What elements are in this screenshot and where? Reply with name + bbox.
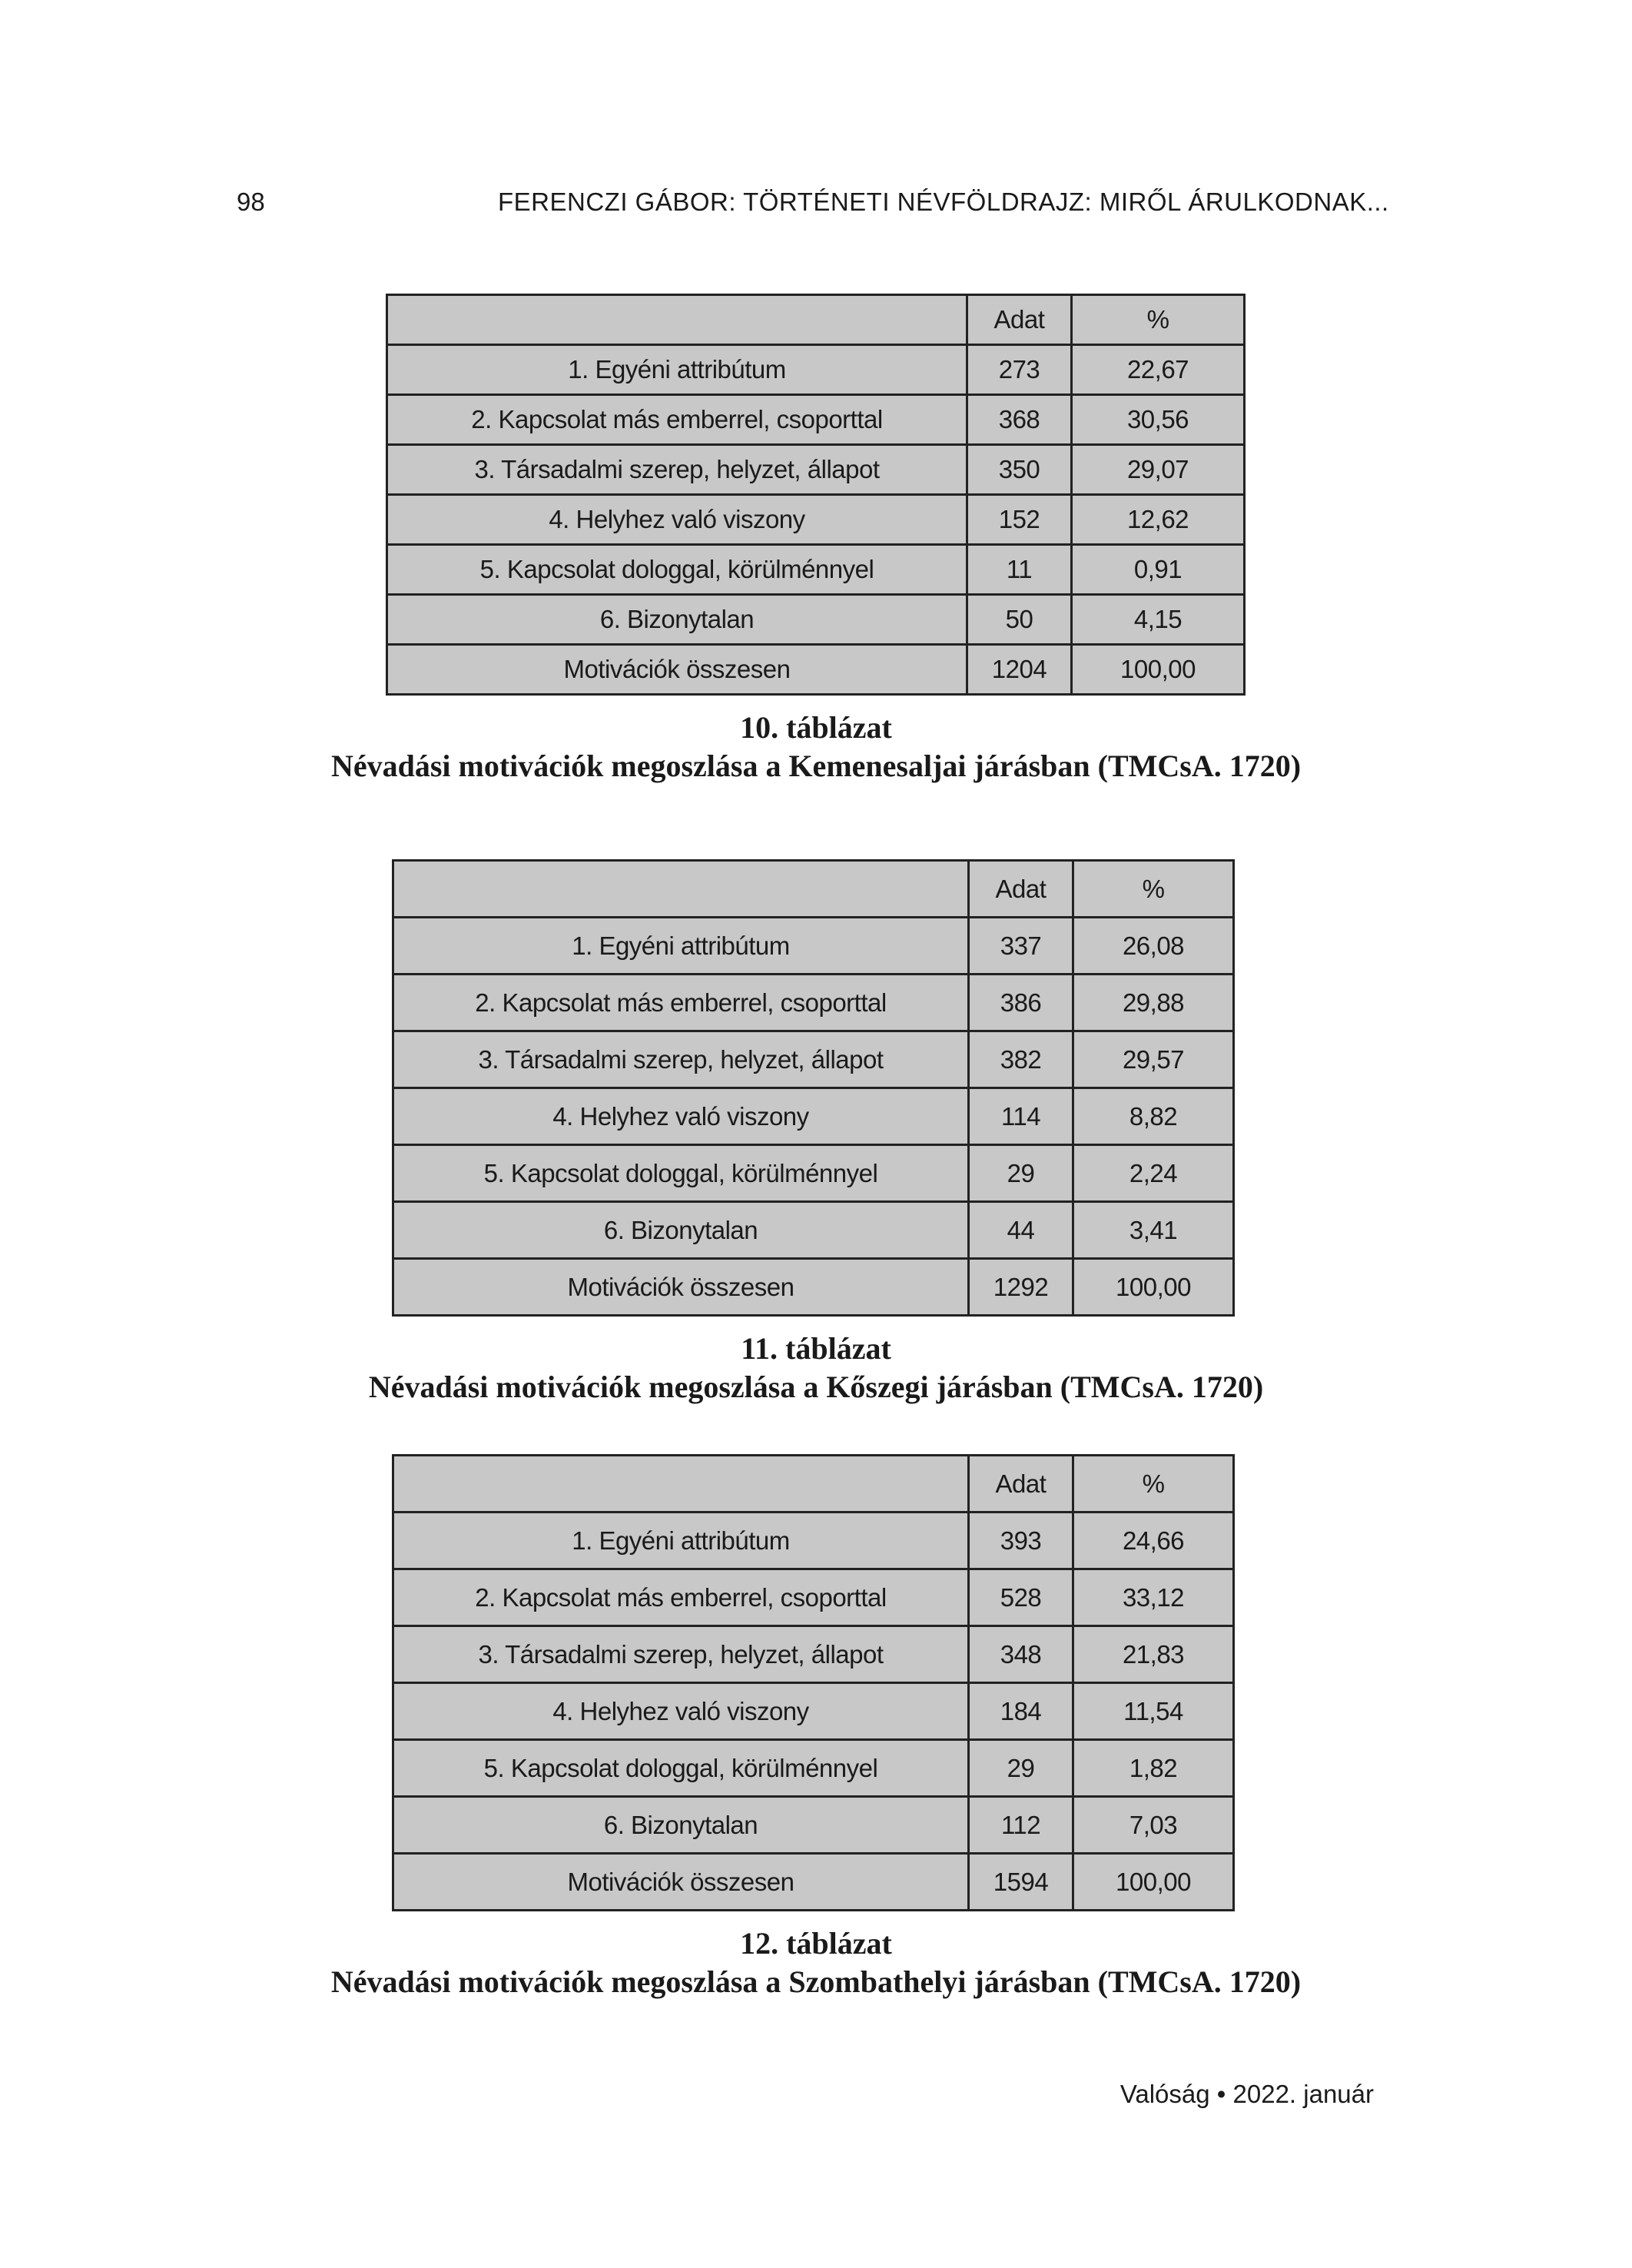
- table-caption: [0, 1924, 1632, 2001]
- table-caption: [0, 709, 1632, 785]
- caption-number: 11. táblázat: [741, 1331, 891, 1366]
- row-label: 1. Egyéni attribútum: [393, 918, 969, 975]
- table-total-row: [393, 1259, 1234, 1316]
- row-percent: 100,00: [1073, 1259, 1234, 1316]
- column-header-label: [393, 861, 969, 918]
- row-adat: 112: [969, 1797, 1073, 1854]
- table-row: [393, 1088, 1234, 1145]
- row-percent: 12,62: [1072, 495, 1245, 545]
- row-percent: 7,03: [1073, 1797, 1234, 1854]
- table-row: [387, 495, 1245, 545]
- row-label: 2. Kapcsolat más emberrel, csoporttal: [393, 1569, 969, 1626]
- row-percent: 4,15: [1072, 595, 1245, 645]
- table-total-row: [387, 645, 1245, 695]
- column-header-percent: %: [1073, 1456, 1234, 1513]
- row-percent: 1,82: [1073, 1740, 1234, 1797]
- caption-title: Névadási motivációk megoszlása a Szombathelyi járásban (TMCsA. 1720): [330, 1964, 1302, 1999]
- row-percent: 29,88: [1073, 975, 1234, 1031]
- row-label: 1. Egyéni attribútum: [393, 1513, 969, 1569]
- running-head: FERENCZI GÁBOR: TÖRTÉNETI NÉVFÖLDRAJZ: MIRŐL ÁRULKODNAK...: [498, 188, 1389, 216]
- row-percent: 21,83: [1073, 1626, 1234, 1683]
- row-adat: 1594: [969, 1854, 1073, 1911]
- row-adat: 50: [967, 595, 1072, 645]
- column-header-percent: %: [1073, 861, 1234, 918]
- row-adat: 44: [969, 1202, 1073, 1259]
- row-label: 3. Társadalmi szerep, helyzet, állapot: [393, 1031, 969, 1088]
- table-header-row: [393, 1456, 1234, 1513]
- caption-title: Névadási motivációk megoszlása a Kőszegi járásban (TMCsA. 1720): [368, 1370, 1264, 1404]
- table-row: [393, 1626, 1234, 1683]
- table-row: [393, 1797, 1234, 1854]
- row-adat: 348: [969, 1626, 1073, 1683]
- column-header-label: [387, 295, 967, 345]
- table-11: [392, 859, 1235, 1317]
- table-row: [393, 1683, 1234, 1740]
- row-percent: 2,24: [1073, 1145, 1234, 1202]
- row-label: 1. Egyéni attribútum: [387, 345, 967, 395]
- footer: Valóság • 2022. január: [1120, 2080, 1374, 2108]
- row-label: 6. Bizonytalan: [387, 595, 967, 645]
- row-label: 2. Kapcsolat más emberrel, csoporttal: [387, 395, 967, 445]
- row-percent: 33,12: [1073, 1569, 1234, 1626]
- row-label: Motivációk összesen: [387, 645, 967, 695]
- row-adat: 29: [969, 1740, 1073, 1797]
- caption-number: 12. táblázat: [740, 1926, 892, 1961]
- row-adat: 273: [967, 345, 1072, 395]
- row-adat: 337: [969, 918, 1073, 975]
- caption-number: 10. táblázat: [740, 710, 892, 745]
- row-adat: 368: [967, 395, 1072, 445]
- row-percent: 22,67: [1072, 345, 1245, 395]
- column-header-adat: Adat: [969, 1456, 1073, 1513]
- table-row: [393, 918, 1234, 975]
- table-header-row: [393, 861, 1234, 918]
- table-row: [393, 1202, 1234, 1259]
- table-row: [387, 445, 1245, 495]
- table-row: [393, 1145, 1234, 1202]
- row-percent: 100,00: [1073, 1854, 1234, 1911]
- row-adat: 393: [969, 1513, 1073, 1569]
- table-row: [393, 975, 1234, 1031]
- row-label: 3. Társadalmi szerep, helyzet, állapot: [393, 1626, 969, 1683]
- page-number: 98: [237, 188, 265, 216]
- row-percent: 0,91: [1072, 545, 1245, 595]
- row-adat: 382: [969, 1031, 1073, 1088]
- row-percent: 11,54: [1073, 1683, 1234, 1740]
- column-header-percent: %: [1072, 295, 1245, 345]
- row-label: 4. Helyhez való viszony: [387, 495, 967, 545]
- table-caption: [0, 1330, 1632, 1406]
- table-row: [393, 1031, 1234, 1088]
- row-percent: 26,08: [1073, 918, 1234, 975]
- table-12: [392, 1454, 1235, 1911]
- row-adat: 528: [969, 1569, 1073, 1626]
- column-header-adat: Adat: [969, 861, 1073, 918]
- row-label: 2. Kapcsolat más emberrel, csoporttal: [393, 975, 969, 1031]
- row-percent: 8,82: [1073, 1088, 1234, 1145]
- row-label: 5. Kapcsolat dologgal, körülménnyel: [393, 1740, 969, 1797]
- row-adat: 1204: [967, 645, 1072, 695]
- row-adat: 1292: [969, 1259, 1073, 1316]
- table-row: [387, 395, 1245, 445]
- table-total-row: [393, 1854, 1234, 1911]
- row-label: Motivációk összesen: [393, 1854, 969, 1911]
- row-percent: 29,07: [1072, 445, 1245, 495]
- row-label: Motivációk összesen: [393, 1259, 969, 1316]
- table-row: [387, 545, 1245, 595]
- row-percent: 3,41: [1073, 1202, 1234, 1259]
- table-row: [393, 1569, 1234, 1626]
- row-label: 6. Bizonytalan: [393, 1797, 969, 1854]
- row-percent: 30,56: [1072, 395, 1245, 445]
- row-adat: 29: [969, 1145, 1073, 1202]
- row-adat: 386: [969, 975, 1073, 1031]
- row-adat: 184: [969, 1683, 1073, 1740]
- table-row: [393, 1740, 1234, 1797]
- table-10: [386, 294, 1246, 696]
- column-header-label: [393, 1456, 969, 1513]
- row-adat: 152: [967, 495, 1072, 545]
- row-adat: 11: [967, 545, 1072, 595]
- row-label: 4. Helyhez való viszony: [393, 1088, 969, 1145]
- row-label: 6. Bizonytalan: [393, 1202, 969, 1259]
- column-header-adat: Adat: [967, 295, 1072, 345]
- caption-title: Névadási motivációk megoszlása a Kemenesaljai járásban (TMCsA. 1720): [330, 749, 1302, 783]
- table-row: [393, 1513, 1234, 1569]
- row-percent: 29,57: [1073, 1031, 1234, 1088]
- table-header-row: [387, 295, 1245, 345]
- row-label: 5. Kapcsolat dologgal, körülménnyel: [387, 545, 967, 595]
- row-label: 3. Társadalmi szerep, helyzet, állapot: [387, 445, 967, 495]
- row-adat: 114: [969, 1088, 1073, 1145]
- row-percent: 100,00: [1072, 645, 1245, 695]
- row-percent: 24,66: [1073, 1513, 1234, 1569]
- row-label: 4. Helyhez való viszony: [393, 1683, 969, 1740]
- row-label: 5. Kapcsolat dologgal, körülménnyel: [393, 1145, 969, 1202]
- row-adat: 350: [967, 445, 1072, 495]
- table-row: [387, 345, 1245, 395]
- table-row: [387, 595, 1245, 645]
